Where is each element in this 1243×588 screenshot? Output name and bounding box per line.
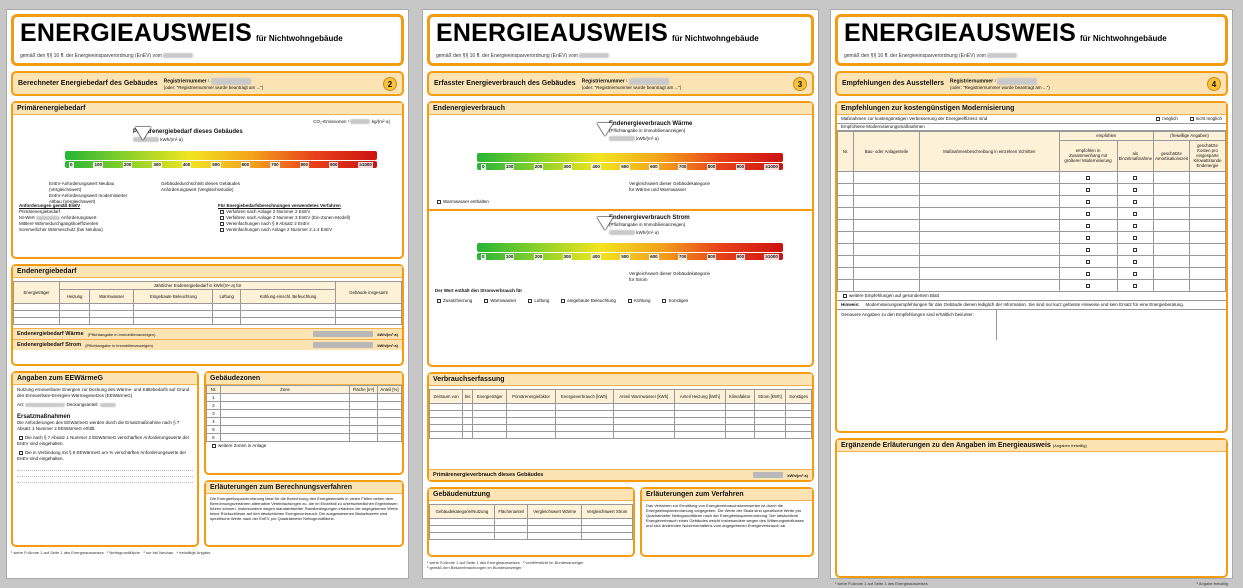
page-number-badge: 4: [1207, 77, 1221, 91]
table-row: [430, 411, 812, 418]
scale-tick: 200: [534, 253, 543, 259]
title-box: [427, 14, 814, 66]
table-row: [430, 418, 812, 425]
consumption-recording-section: [427, 372, 814, 482]
scale-tick: 800: [707, 253, 716, 259]
power-title: Endenergieverbrauch Strom: [609, 215, 690, 221]
table-row: [430, 425, 812, 432]
section-title: Ergänzende Erläuterungen zu den Angaben im Energieausweis: [841, 442, 1051, 449]
recommendation-checkbox[interactable]: [1133, 176, 1137, 180]
section-title: Gebäudenutzung: [429, 489, 633, 501]
procedure-explanation-section: Erläuterungen zum Verfahren Das Verfahren zur Ermittlung von Energieverbrauchskennwerten ist durch die Energieeinsparverordnung vorgegeben. Die Werte der Skala sind spezifische Werte pro Quadratmeter Nettogrundfläche nach der Energieeinsparverordnung. Der tatsächliche Energieverbrauch eines Gebäudes weicht insbesondere wegen des Witterungseinflusses und sich ändernden Nutzerverhaltens vom angegebenen Energieverbrauch ab.: [640, 487, 814, 557]
usage-label: Der Wert enthält den Stromverbrauch für: [435, 288, 523, 293]
scale-tick: 0: [482, 163, 485, 169]
title-box: [835, 14, 1228, 66]
calculation-method: Für Energiebedarfsberechnungen verwendetes Verfahren Verfahren nach Anlage 2 Nummer 2 EnEV Verfahren nach Anlage 2 Nummer 3 EnEV (Ein-Zonen-Modell) Vereinfachungen nach § 9 Absatz 2 EnEV Vereinfachungen nach Anlage 2 Nummer 2.1.4 EnEV: [218, 203, 351, 232]
recommendation-checkbox[interactable]: [1133, 284, 1137, 288]
recommendation-checkbox[interactable]: [1086, 272, 1090, 276]
document-title: ENERGIEAUSWEIS für Nichtwohngebäude: [844, 19, 1167, 47]
feasibility-question: Maßnahmen zur kostengünstigen Verbesserung der Energieeffizienz sind möglich nicht möglich: [837, 115, 1226, 124]
section-title: Endenergiebedarf: [13, 266, 402, 278]
power-scale-bar: [477, 243, 783, 252]
recommendation-checkbox[interactable]: [1133, 272, 1137, 276]
table-row: 6: [207, 434, 402, 442]
eewaermeg-section: Angaben zum EEWärmeG Nutzung erneuerbarer Energien zur Deckung des Wärme- und Kältebedarfs auf Grund des Erneuerbare-Energien-Wärmegesetzes (EEWärmeG) Art: Deckungsanteil: Ersatzmaßnahmen Die Anforderungen des EEWärmeG werden durch die Ersatzmaßnahme nach § 7 Absatz 1 Nummer 2 EEWärmeG erfüllt. Die nach § 7 Absatz 1 Nummer 2 EEWärmeG verschärften Anforderungswerte der EnEV sind eingehalten. Die in Verbindung mit § 8 EEWärmeG um % verschärften Anforderungswerte der EnEV sind eingehalten.: [11, 371, 199, 547]
zones-table: Nr. Zone Fläche [m²] Anteil [%] 1 2 3 4 5 6: [206, 385, 402, 442]
title-box: [11, 14, 404, 66]
recommendation-checkbox[interactable]: [1086, 236, 1090, 240]
page-section-header: [835, 71, 1228, 96]
table-row: 1: [207, 394, 402, 402]
energy-scale: [65, 151, 377, 177]
scale-tick: 600: [650, 163, 658, 169]
final-energy-heat-row: Endenergiebedarf Wärme (Pflichtangabe in Immobilienanzeigen) kWh/(m²·a): [13, 328, 402, 339]
recommendation-checkbox[interactable]: [1086, 284, 1090, 288]
scale-tick: 0: [70, 161, 73, 167]
scale-tick: 0: [482, 253, 485, 259]
heat-scale: [477, 153, 783, 179]
replacement-measures-title: Ersatzmaßnahmen: [17, 414, 71, 420]
table-row: 5: [207, 426, 402, 434]
table-row: 4: [207, 418, 402, 426]
table-row: [838, 244, 1226, 256]
usage-table: Gebäudekategorie/Nutzung Flächenanteil Vergleichswert Wärme Vergleichswert Strom: [429, 504, 633, 540]
table-row: [838, 280, 1226, 292]
more-info: Genauere Angaben zu den Empfehlungen sind erhältlich bei/unter:: [837, 310, 1226, 340]
table-row: [838, 256, 1226, 268]
scale-tick: 300: [153, 161, 161, 167]
calculation-explanation-section: Erläuterungen zum Berechnungsverfahren Die Energieeinsparverordnung lässt für die Berechnung des Energiebedarfs in vielen Fällen neben dem Berechnungsverfahren alternative Vereinfachungen zu, die im Einzelfall zu unterschiedlichen Ergebnissen führen können. Insbesondere wegen standardisierter Randbedingungen erlauben die angegebenen Werte keine Rückschlüsse auf den tatsächlichen Energieverbrauch. Die ausgewiesenen Bedarfswerte sind spezifische Werte nach der EnEV pro Quadratmeter Nettogrundfläche.: [204, 480, 404, 547]
registration-number: Registriernummer ¹ (oder: "Registriernummer wurde beantragt am ..."): [581, 78, 682, 90]
scale-tick: ≥1000: [359, 161, 372, 167]
scale-tick: 500: [212, 161, 220, 167]
table-row: [430, 432, 812, 439]
final-energy-section: [11, 264, 404, 366]
table-row: [838, 232, 1226, 244]
heat-scale-bar: [477, 153, 783, 162]
document-subtitle: gemäß den §§ 16 ff. der Energieeinsparverordnung (EnEV) vom: [436, 53, 805, 59]
scale-tick: 400: [182, 161, 191, 167]
scale-tick: 900: [736, 163, 745, 169]
eewaermeg-text: Nutzung erneuerbarer Energien zur Deckung des Wärme- und Kältebedarfs auf Grund des Erneuerbare-Energien-Wärmegesetzes (EEWärmeG): [17, 387, 190, 398]
registration-number: Registriernummer ¹ (oder: "Registriernummer wurde beantragt am ..."): [950, 78, 1050, 90]
not-possible-checkbox[interactable]: [1190, 117, 1194, 121]
power-scale: [477, 243, 783, 269]
scale-tick: 300: [563, 253, 572, 259]
indicator-label: Primärenergiebedarf dieses Gebäudes: [133, 129, 243, 135]
footnotes: ¹ siehe Fußnote 1 auf Seite 1 des Energieausweises ² Angabe freiwillig: [835, 581, 1228, 586]
recommendation-checkbox[interactable]: [1086, 212, 1090, 216]
scale-tick: 700: [678, 163, 687, 169]
final-energy-table: Energieträger Jährlicher Endenergiebedarf in kWh/(m²·a) für Gebäude insgesamt Heizung Warmwasser Eingebaute Beleuchtung Lüftung Kühlung einschl. Befeuchtung: [13, 281, 402, 325]
document-title: ENERGIEAUSWEIS für Nichtwohngebäude: [20, 19, 343, 47]
recommendation-checkbox[interactable]: [1133, 248, 1137, 252]
scale-tick: 400: [592, 163, 600, 169]
page-2: [6, 9, 409, 579]
section-title: Empfehlungen zur kostengünstigen Modernisierung: [837, 103, 1226, 115]
consumption-table: Zeitraum von bis Energieträger Primärenergiefaktor Energieverbrauch [kWh] Anteil Warmwasser [kWh] Anteil Heizung [kWh] Klimafaktor Strom [kWh] Sonstiges: [429, 389, 812, 439]
scale-ticks: [65, 161, 377, 168]
recommendation-checkbox[interactable]: [1133, 236, 1137, 240]
recommendation-checkbox[interactable]: [1086, 260, 1090, 264]
heat-title: Endenergieverbrauch Wärme: [609, 121, 693, 127]
recommendations-table: Nr. Bau- oder Anlagenteile Maßnahmenbeschreibung in einzelnen Schritten empfohlen (freiwillige Angaben) empfohlen in Zusammenhang mit größerer Modernisierung als Einzelmaßnahme geschätzte Amortisationszeit geschätzte Kosten pro eingesparte Kilowattstunde Endenergie: [837, 131, 1226, 292]
section-title: Gebäudezonen: [206, 373, 402, 385]
table-row: 2: [207, 402, 402, 410]
document-subtitle: gemäß den §§ 16 ff. der Energieeinsparverordnung (EnEV) vom: [844, 53, 1219, 59]
recommendation-checkbox[interactable]: [1086, 200, 1090, 204]
page-3: [422, 9, 819, 579]
scale-tick: 200: [123, 161, 132, 167]
table-row: [838, 172, 1226, 184]
recommendation-checkbox[interactable]: [1133, 260, 1137, 264]
primary-energy-section: [11, 101, 404, 259]
hint: Hinweis: Modernisierungsempfehlungen für das Gebäude dienen lediglich der Information. Sie sind nur kurz gefasste Hinweise und kein Ersatz für eine Energieberatung.: [837, 301, 1226, 310]
scale-tick: 400: [592, 253, 600, 259]
scale-tick: 200: [534, 163, 543, 169]
section-title: Erläuterungen zum Berechnungsverfahren: [206, 482, 402, 494]
scale-tick: 800: [300, 161, 309, 167]
energy-scale-bar: [65, 151, 377, 160]
scale-ticks: [477, 253, 783, 260]
table-row: [838, 220, 1226, 232]
section-header-title: Erfasster Energieverbrauch des Gebäudes: [434, 80, 576, 87]
table-row: [838, 184, 1226, 196]
recommendations-section: Empfehlungen zur kostengünstigen Modernisierung Maßnahmen zur kostengünstigen Verbesserung der Energieeffizienz sind möglich nicht möglich Empfohlene Modernisierungsmaßnahmen Nr. Bau- oder Anlagenteile Maßnahmenbeschreibung in einzelnen Schritten empfohlen (freiwillige Angaben) empfohlen in Zusammenhang mit größerer Modernisierung als Einzelmaßnahme geschätzte Amortisationszeit geschätzte Kosten pro eingesparte Kilowattstunde Endenergie weitere Empfehlungen auf gesondertem Blatt Hinweis: Modernisierungsempfehlungen für das Gebäude dienen lediglich der Information. Sie sind nur kurz gefasste Hinweise und kein Ersatz für eine Energieberatung. Genauere Angaben zu den Empfehlungen sind erhältlich bei/unter:: [835, 101, 1228, 433]
page-section-header: [11, 71, 404, 96]
recommendation-checkbox[interactable]: [1086, 188, 1090, 192]
page-section-header: [427, 71, 814, 96]
section-title: Erläuterungen zum Verfahren: [642, 489, 812, 501]
table-row: [838, 208, 1226, 220]
page-4: [830, 9, 1233, 586]
recommendation-checkbox[interactable]: [1086, 224, 1090, 228]
scale-tick: 900: [736, 253, 745, 259]
requirement-right: Gebäudedurchschnitt dieses Gebäudes Anforderungswert (Vergleichsstudie): [161, 181, 241, 192]
additional-explanations-section: Ergänzende Erläuterungen zu den Angaben im Energieausweis (Angaben freiwillig): [835, 438, 1228, 578]
recommendation-checkbox[interactable]: [1133, 188, 1137, 192]
section-header-title: Berechneter Energiebedarf des Gebäudes: [18, 80, 158, 87]
indicator-value: kWh/(m²·a): [133, 137, 183, 143]
section-title: Primärenergiebedarf: [13, 103, 402, 115]
building-usage-section: [427, 487, 635, 557]
section-title: Angaben zum EEWärmeG: [13, 373, 197, 385]
enev-requirements: Anforderungen gemäß EnEV Primärenergiebedarf Ist-Wert Anforderungswert Mittlere Wärmedurchgangskoeffizienten Sommerlicher Wärmeschutz (bei Neubau): [19, 203, 103, 232]
recommendation-checkbox[interactable]: [1133, 212, 1137, 216]
power-comparison: Vergleichswert dieser Gebäudekategorie für Strom: [629, 271, 711, 282]
scale-tick: 500: [621, 253, 629, 259]
indicator-arrow-icon: [135, 127, 151, 140]
recommendation-checkbox[interactable]: [1133, 224, 1137, 228]
scale-tick: ≥1000: [765, 163, 778, 169]
registration-number: Registriernummer ¹ (oder: "Registriernummer wurde beantragt am ..."): [163, 78, 264, 90]
table-row: [430, 404, 812, 411]
heat-comparison: Vergleichswert dieser Gebäudekategorie für Wärme und Warmwasser: [629, 181, 711, 192]
usage-options: Zusatzheizung Warmwasser Lüftung eingebaute Beleuchtung Kühlung Sonstiges: [435, 298, 688, 304]
final-energy-consumption-section: Endenergieverbrauch Endenergieverbrauch Wärme (Pflichtangabe in Immobilienanzeigen) kWh/(m²·a) 0 100 200 300 400 500 600 700 800 900 ≥1000 Vergleichswert dieser Gebäudekategorie für Wärme und Warmwasser Warmwasser enthalten Endenergieverbrauch Strom (Pflichtangabe in Immobilienanzeigen) kWh/(m²·a) 0 100 200 300 400 500 600 700 800 900 ≥1000 Vergleichswert dieser Gebäudekategorie für Strom Der Wert enthält den Stromverbrauch für Zusatzheizung Warmwasser Lüftung eingebaute Beleuchtung Kühlung Sonstiges: [427, 101, 814, 367]
scale-ticks: [477, 163, 783, 170]
scale-tick: 600: [241, 161, 250, 167]
page-number-badge: 2: [383, 77, 397, 91]
scale-tick: 900: [329, 161, 338, 167]
scale-tick: 300: [563, 163, 572, 169]
final-energy-power-row: Endenergiebedarf Strom (Pflichtangabe in Immobilienanzeigen) kWh/(m²·a): [13, 339, 402, 350]
table-row: [838, 268, 1226, 280]
primary-energy-row: Primärenergieverbrauch dieses Gebäudes kWh/(m²·a): [429, 469, 812, 480]
scale-tick: 600: [650, 253, 658, 259]
footnotes: ¹ siehe Fußnote 1 auf Seite 1 des Energieausweises ² veröffentlicht im Bundesanzeiger ³ gemäß den Bekanntmachungen im Bundesanzeiger: [427, 560, 584, 570]
scale-tick: 100: [94, 161, 102, 167]
recommendation-checkbox[interactable]: [1086, 176, 1090, 180]
scale-tick: 100: [505, 163, 514, 169]
scale-tick: 100: [505, 253, 514, 259]
page-number-badge: 3: [793, 77, 807, 91]
heat-arrow-icon: [597, 123, 613, 136]
table-row: 3: [207, 410, 402, 418]
table-row: [838, 196, 1226, 208]
power-arrow-icon: [597, 217, 613, 230]
scale-tick: 700: [678, 253, 687, 259]
scale-tick: 800: [707, 163, 716, 169]
document-subtitle: gemäß den §§ 16 ff. der Energieeinsparverordnung (EnEV) vom: [20, 53, 395, 59]
section-title: Verbrauchserfassung: [429, 374, 812, 386]
recommendation-checkbox[interactable]: [1086, 248, 1090, 252]
scale-tick: ≥1000: [765, 253, 778, 259]
footnotes: ¹ siehe Fußnote 1 auf Seite 1 des Energieausweises ² Nettogrundfläche ³ nur bei Neubau ⁴ freiwillige Angabe: [11, 550, 211, 555]
scale-tick: 700: [271, 161, 279, 167]
recommendation-checkbox[interactable]: [1133, 200, 1137, 204]
document-title: ENERGIEAUSWEIS für Nichtwohngebäude: [436, 19, 759, 47]
section-header-title: Empfehlungen des Ausstellers: [842, 80, 945, 87]
possible-checkbox[interactable]: [1156, 117, 1160, 121]
co2-emissions: CO₂-Emissionen ¹ kg/(m²·a): [313, 119, 390, 124]
building-zones-section: Gebäudezonen Nr. Zone Fläche [m²] Anteil [%] 1 2 3 4 5 6 weitere Zonen in Anlage: [204, 371, 404, 475]
section-title: Endenergieverbrauch: [429, 103, 812, 115]
requirement-left: EnEV-Anforderungswert Neubau (Vergleichswert) EnEV-Anforderungswert modernisierter Altbau (Vergleichswert): [49, 181, 128, 204]
scale-tick: 500: [621, 163, 629, 169]
